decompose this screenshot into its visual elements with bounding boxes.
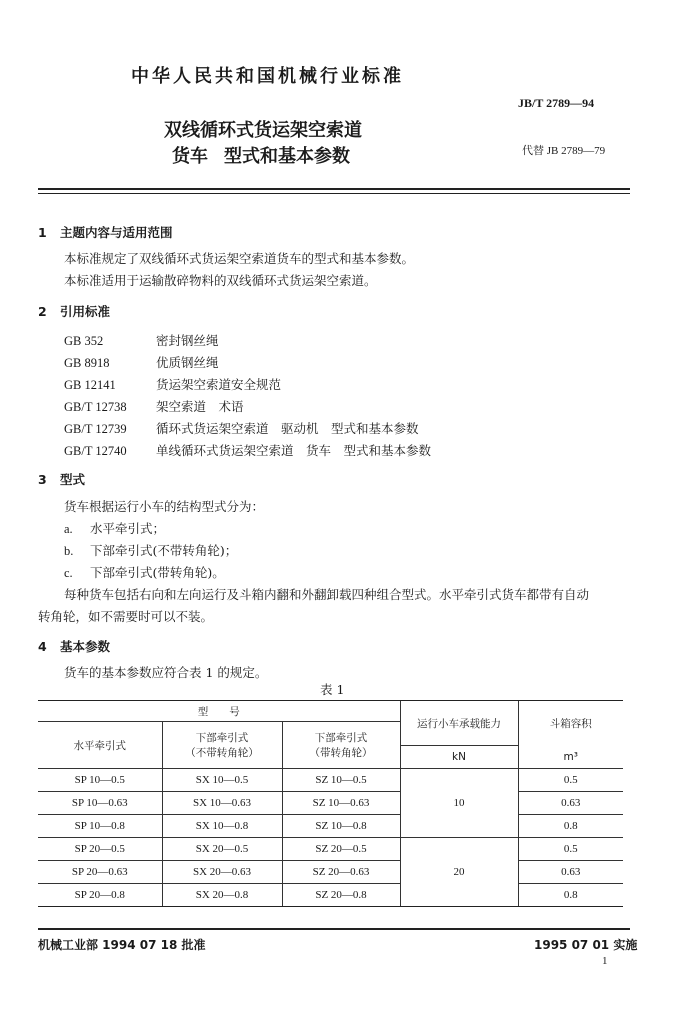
parameter-table <box>38 700 623 907</box>
cell-sz: SZ 20—0.63 <box>282 861 400 884</box>
table-row <box>38 815 623 838</box>
cell-volume: 0.8 <box>518 815 623 838</box>
reference-item <box>64 396 244 415</box>
list-marker: b. <box>64 544 74 558</box>
section-2-heading <box>38 302 110 320</box>
cell-sz: SZ 10—0.63 <box>282 792 400 815</box>
reference-item <box>64 440 431 459</box>
reference-item <box>64 374 281 393</box>
effective-date: 1995 07 01 实施 <box>534 938 638 952</box>
reference-code: GB/T 12738 <box>64 400 127 414</box>
list-text: 下部牵引式(带转角轮)。 <box>90 565 225 580</box>
header-capacity-unit: kN <box>400 746 518 769</box>
cell-sp: SP 10—0.8 <box>38 815 162 838</box>
cell-volume: 0.63 <box>518 861 623 884</box>
header-volume-unit: m³ <box>518 746 623 769</box>
footer-rule <box>38 928 630 930</box>
cell-sx: SX 10—0.5 <box>162 769 282 792</box>
reference-code: GB/T 12739 <box>64 422 127 436</box>
table-row <box>38 838 623 861</box>
cell-sp: SP 20—0.63 <box>38 861 162 884</box>
list-item <box>64 563 225 581</box>
table-caption: 表 1 <box>320 682 345 697</box>
section-1-paragraph-2: 本标准适用于运输散碎物料的双线循环式货运架空索道。 <box>64 273 377 288</box>
document-title-part-a: 货车 <box>172 146 208 167</box>
table-row <box>38 884 623 907</box>
section-3-number: 3 <box>38 472 47 487</box>
section-4-intro: 货车的基本参数应符合表 1 的规定。 <box>64 665 268 680</box>
list-text: 水平牵引式； <box>90 521 166 536</box>
org-title: 中华人民共和国机械行业标准 <box>131 66 404 87</box>
table-row <box>38 792 623 815</box>
cell-sx: SX 20—0.5 <box>162 838 282 861</box>
document-title-line2 <box>172 142 350 168</box>
reference-title: 循环式货运架空索道 驱动机 型式和基本参数 <box>156 421 419 436</box>
cell-sz: SZ 20—0.8 <box>282 884 400 907</box>
header-lower-no-corner <box>162 722 282 769</box>
cell-sp: SP 10—0.63 <box>38 792 162 815</box>
cell-sx: SX 20—0.8 <box>162 884 282 907</box>
section-4-heading <box>38 637 110 655</box>
header-lower-corner-line1: 下部牵引式 <box>314 732 368 744</box>
reference-title: 优质钢丝绳 <box>156 355 219 370</box>
cell-sx: SX 10—0.8 <box>162 815 282 838</box>
cell-sp: SP 20—0.5 <box>38 838 162 861</box>
cell-sx: SX 20—0.63 <box>162 861 282 884</box>
reference-title: 密封钢丝绳 <box>156 333 219 348</box>
header-lower-corner <box>282 722 400 769</box>
section-3-paragraph-line-1: 每种货车包括右向和左向运行及斗箱内翻和外翻卸载四种组合型式。水平牵引式货车都带有自动 <box>64 587 590 602</box>
section-4-title: 基本参数 <box>60 639 111 654</box>
cell-volume: 0.8 <box>518 884 623 907</box>
reference-title: 架空索道 术语 <box>156 399 244 414</box>
section-4-number: 4 <box>38 639 47 654</box>
reference-item <box>64 352 219 371</box>
section-2-title: 引用标准 <box>60 304 111 319</box>
page-number: 1 <box>602 955 608 967</box>
list-text: 下部牵引式(不带转角轮)； <box>90 543 238 558</box>
reference-title: 货运架空索道安全规范 <box>156 377 282 392</box>
header-lower-corner-line2: （带转角轮） <box>309 747 373 759</box>
section-1-number: 1 <box>38 225 47 240</box>
section-1-title: 主题内容与适用范围 <box>60 225 173 240</box>
cell-sp: SP 20—0.8 <box>38 884 162 907</box>
header-rule-thick <box>38 188 630 190</box>
reference-item <box>64 330 219 349</box>
reference-code: GB/T 12740 <box>64 444 127 458</box>
section-3-intro: 货车根据运行小车的结构型式分为： <box>64 499 265 514</box>
cell-volume: 0.63 <box>518 792 623 815</box>
cell-sx: SX 10—0.63 <box>162 792 282 815</box>
section-3-heading <box>38 470 85 488</box>
header-model: 型 号 <box>38 701 400 722</box>
header-horizontal: 水平牵引式 <box>38 722 162 769</box>
cell-sz: SZ 20—0.5 <box>282 838 400 861</box>
reference-code: GB 8918 <box>64 356 110 370</box>
document-title-part-b: 型式和基本参数 <box>224 146 350 167</box>
table-row <box>38 769 623 792</box>
reference-item <box>64 418 419 437</box>
header-lower-no-corner-line1: 下部牵引式 <box>195 732 249 744</box>
list-item <box>64 519 165 537</box>
header-lower-no-corner-line2: （不带转角轮） <box>185 747 259 759</box>
cell-capacity: 20 <box>400 838 518 907</box>
section-2-number: 2 <box>38 304 47 319</box>
section-1-paragraph-1: 本标准规定了双线循环式货运架空索道货车的型式和基本参数。 <box>64 251 415 266</box>
reference-code: GB 352 <box>64 334 104 348</box>
header-capacity: 运行小车承载能力 <box>400 701 518 746</box>
cell-sz: SZ 10—0.5 <box>282 769 400 792</box>
table-row <box>38 861 623 884</box>
table-header-row <box>38 701 623 722</box>
section-3-title: 型式 <box>60 472 86 487</box>
section-3-paragraph-line-2: 转角轮，如不需要时可以不装。 <box>38 609 214 624</box>
standard-number: JB/T 2789—94 <box>518 96 595 110</box>
cell-capacity: 10 <box>400 769 518 838</box>
list-item <box>64 541 237 559</box>
header-rule-thin <box>38 193 630 194</box>
reference-code: GB 12141 <box>64 378 116 392</box>
cell-sp: SP 10—0.5 <box>38 769 162 792</box>
section-1-heading <box>38 223 173 241</box>
document-title-line1: 双线循环式货运架空索道 <box>164 120 362 141</box>
header-volume: 斗箱容积 <box>518 701 623 746</box>
cell-volume: 0.5 <box>518 769 623 792</box>
reference-title: 单线循环式货运架空索道 货车 型式和基本参数 <box>156 443 432 458</box>
cell-volume: 0.5 <box>518 838 623 861</box>
approval-note: 机械工业部 1994 07 18 批准 <box>38 938 206 952</box>
cell-sz: SZ 10—0.8 <box>282 815 400 838</box>
list-marker: c. <box>64 566 73 580</box>
replaces-note: 代替 JB 2789—79 <box>522 145 606 157</box>
list-marker: a. <box>64 522 73 536</box>
